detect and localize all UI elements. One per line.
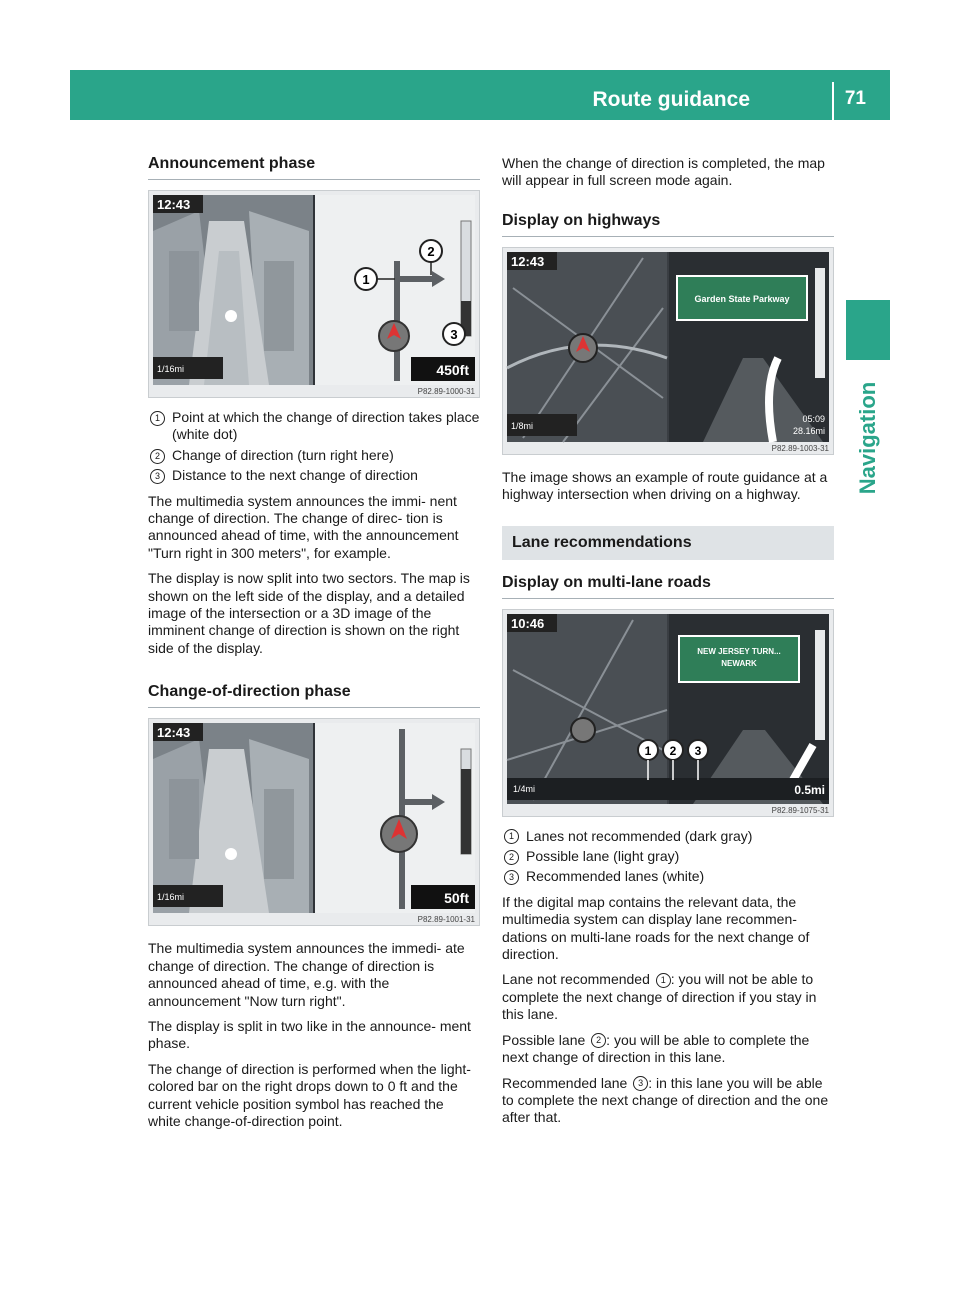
distance-readout: 0.5mi (794, 782, 825, 797)
callout-1: 1 (362, 272, 370, 287)
lane-callout-1: 1 (644, 743, 652, 758)
change-of-direction-heading: Change-of-direction phase (148, 683, 480, 708)
paragraph-announce-2: The display is now split into two sectors. The map is shown on the left side of the display, and a detailed image of the intersection or a 3D image of the imminent change of direction is shown on the right side of the display. (148, 570, 470, 656)
map-scale: 1/16mi (157, 892, 185, 903)
section-title: Route guidance (592, 88, 750, 111)
callout-2: 2 (427, 244, 435, 259)
distance-readout: 450ft (436, 362, 469, 378)
highway-sign: Garden State Parkway (694, 293, 790, 304)
figure-code: P82.89-1001-31 (417, 915, 475, 925)
paragraph-lane-not-recommended: Lane not recommended 1 : you will not be able to complete the next change of direction if you stay in this lane. (502, 971, 817, 1023)
clock: 10:46 (511, 615, 545, 631)
chapter-label: Navigation (855, 381, 880, 495)
highway-screen (503, 248, 833, 454)
map-scale: 1/16mi (157, 364, 185, 374)
chapter-tab (846, 300, 890, 360)
paragraph-lane-recommended: Recommended lane 3 : in this lane you will be able to complete the next change of direction and the one after that. (502, 1074, 829, 1126)
paragraph-highway: The image shows an example of route guidance at a highway intersection when driving on a highway. (502, 468, 828, 503)
highways-heading: Display on highways (502, 212, 834, 237)
map-scale: 1/4mi (513, 783, 536, 794)
lane-legend-item-3: 3 Recommended lanes (white) (502, 868, 834, 885)
eta-time: 05:09 (802, 413, 825, 424)
white-dot (225, 310, 237, 322)
right-column (502, 155, 834, 1127)
paragraph-change-2: The display is split in two like in the announce- ment phase. (148, 1017, 471, 1052)
announcement-heading: Announcement phase (148, 155, 480, 180)
multilane-screen (503, 610, 833, 816)
lane-legend-item-2: 2 Possible lane (light gray) (502, 848, 834, 865)
legend-item-1: 1 Point at which the change of direction takes place (white dot) (148, 409, 480, 444)
distance-readout: 50ft (444, 890, 469, 907)
multi-lane-heading: Display on multi-lane roads (502, 574, 834, 599)
left-column (148, 155, 480, 1130)
legend-item-2: 2 Change of direction (turn right here) (148, 447, 480, 464)
header-divider (832, 82, 834, 120)
figure-highway (502, 247, 834, 455)
lane-callout-3: 3 (694, 743, 702, 758)
announcement-screen (149, 191, 479, 397)
eta-distance: 28.16mi (792, 425, 825, 436)
page-header (70, 70, 890, 120)
map-scale: 1/8mi (511, 420, 534, 431)
figure-change-of-direction (148, 718, 480, 926)
figure-multi-lane (502, 609, 834, 817)
lane-callout-2: 2 (669, 743, 677, 758)
figure-code: P82.89-1075-31 (771, 805, 829, 815)
paragraph-lane-possible: Possible lane 2 : you will be able to complete the next change of direction in this lane. (502, 1031, 810, 1066)
figure-code: P82.89-1000-31 (417, 387, 475, 396)
clock: 12:43 (157, 197, 191, 212)
page-number: 71 (844, 88, 866, 109)
clock: 12:43 (157, 725, 191, 741)
clock: 12:43 (511, 253, 545, 269)
lane-legend-item-1: 1 Lanes not recommended (dark gray) (502, 828, 834, 845)
lane-sign-line-2: NEWARK (721, 658, 757, 668)
figure-code: P82.89-1003-31 (771, 443, 829, 453)
paragraph-completed: When the change of direction is completed, the map will appear in full screen mode again. (502, 155, 825, 189)
figure-announcement-phase (148, 190, 480, 398)
paragraph-lane-intro: If the digital map contains the relevant data, the multimedia system can display lane recommen- dations on multi-lane roads for the next change of direction. (502, 893, 810, 963)
callout-3: 3 (450, 327, 458, 342)
paragraph-announce-1: The multimedia system announces the immi- nent change of direction. The change of direc- tion is announced ahead of time, with the announcement "Turn right in 300 meters", for example. (148, 492, 459, 561)
legend-item-3: 3 Distance to the next change of direction (148, 467, 480, 484)
paragraph-change-3: The change of direction is performed when the light-colored bar on the right drops down to 0 ft and the current vehicle position symbol has reached the white change-of-direction point. (148, 1060, 471, 1129)
lane-recommendations-box: Lane recommendations (502, 526, 834, 560)
lane-sign-line-1: NEW JERSEY TURN... (697, 646, 781, 656)
paragraph-change-1: The multimedia system announces the immedi- ate change of direction. The change of direction is announced ahead of time, e.g. with the announcement "Now turn right". (148, 940, 465, 1009)
change-screen (149, 719, 479, 925)
